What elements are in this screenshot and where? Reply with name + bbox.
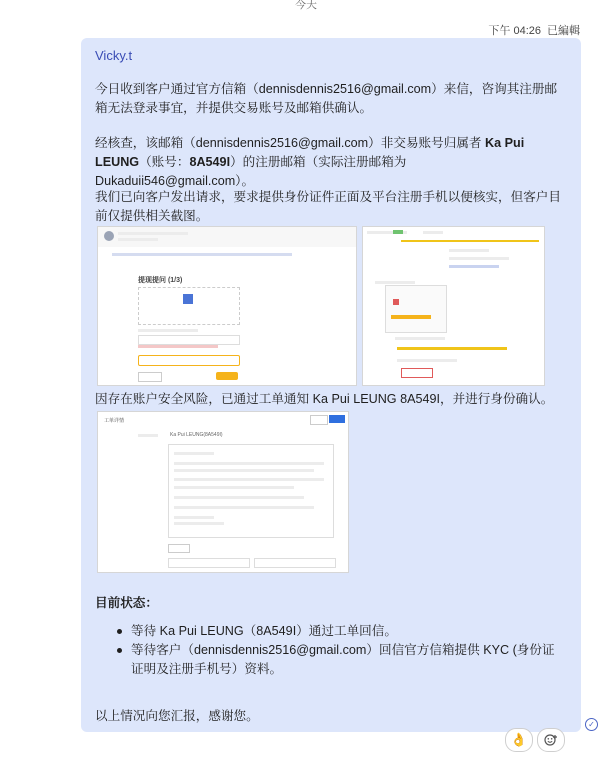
ticket-header: 工单详情 xyxy=(104,418,125,424)
status-item: 等待 Ka Pui LEUNG（8A549I）通过工单回信。 xyxy=(95,622,565,641)
ok-hand-reaction[interactable]: 👌 xyxy=(505,728,533,752)
withdraw-title: 提现提问 (1/3) xyxy=(138,277,183,284)
add-reaction-icon[interactable] xyxy=(537,728,565,752)
paragraph-3: 我们已向客户发出请求，要求提供身份证件正面及平台注册手机以便核实，但客户目前仅提供相关截图。 xyxy=(95,190,561,223)
message-bubble[interactable] xyxy=(81,38,581,732)
paragraph-4: 因存在账户安全风险，已通过工单通知 Ka Pui LEUNG 8A549I，并进行身份确认。 xyxy=(95,392,554,406)
paragraph-1: 今日收到客户通过官方信箱（dennisdennis2516@gmail.com）来信，咨询其注册邮箱无法登录事宜，并提供交易账号及邮箱供确认。 xyxy=(95,82,558,115)
p2-text-c: ）的注册邮箱（实际注册邮箱为 Dukaduii546@gmail.com）。 xyxy=(95,155,407,188)
edited-label: 已編輯 xyxy=(547,25,580,37)
status-heading: 目前状态： xyxy=(95,596,158,610)
ticket-client: Ka Pui LEUNG(8A549I) xyxy=(170,432,223,438)
p2-holder-name: Ka Pui LEUNG xyxy=(95,136,525,169)
status-item: 等待客户（dennisdennis2516@gmail.com）回信官方信箱提供 KYC (身份证证明及注册手机号）资料。 xyxy=(95,641,565,679)
paragraph-2 xyxy=(95,134,565,191)
p2-text-a: 经核查，该邮箱（dennisdennis2516@gmail.com）非交易账号归属者 xyxy=(95,136,486,150)
screenshot-attachment-3[interactable] xyxy=(97,411,349,573)
message-meta xyxy=(488,22,580,38)
message-time: 下午 04:26 xyxy=(488,25,541,37)
screenshot-attachment-1[interactable] xyxy=(97,226,357,386)
p2-text-b: （账号： xyxy=(139,155,190,169)
read-receipt-icon: ✓ xyxy=(585,718,598,731)
screenshot-attachment-2[interactable] xyxy=(362,226,545,386)
p2-account: 8A549I xyxy=(189,155,231,169)
status-list xyxy=(95,622,565,679)
day-separator: 今天 xyxy=(295,0,317,11)
sender-name[interactable]: Vicky.t xyxy=(95,48,133,63)
closing-text: 以上情况向您汇报，感谢您。 xyxy=(95,709,259,723)
